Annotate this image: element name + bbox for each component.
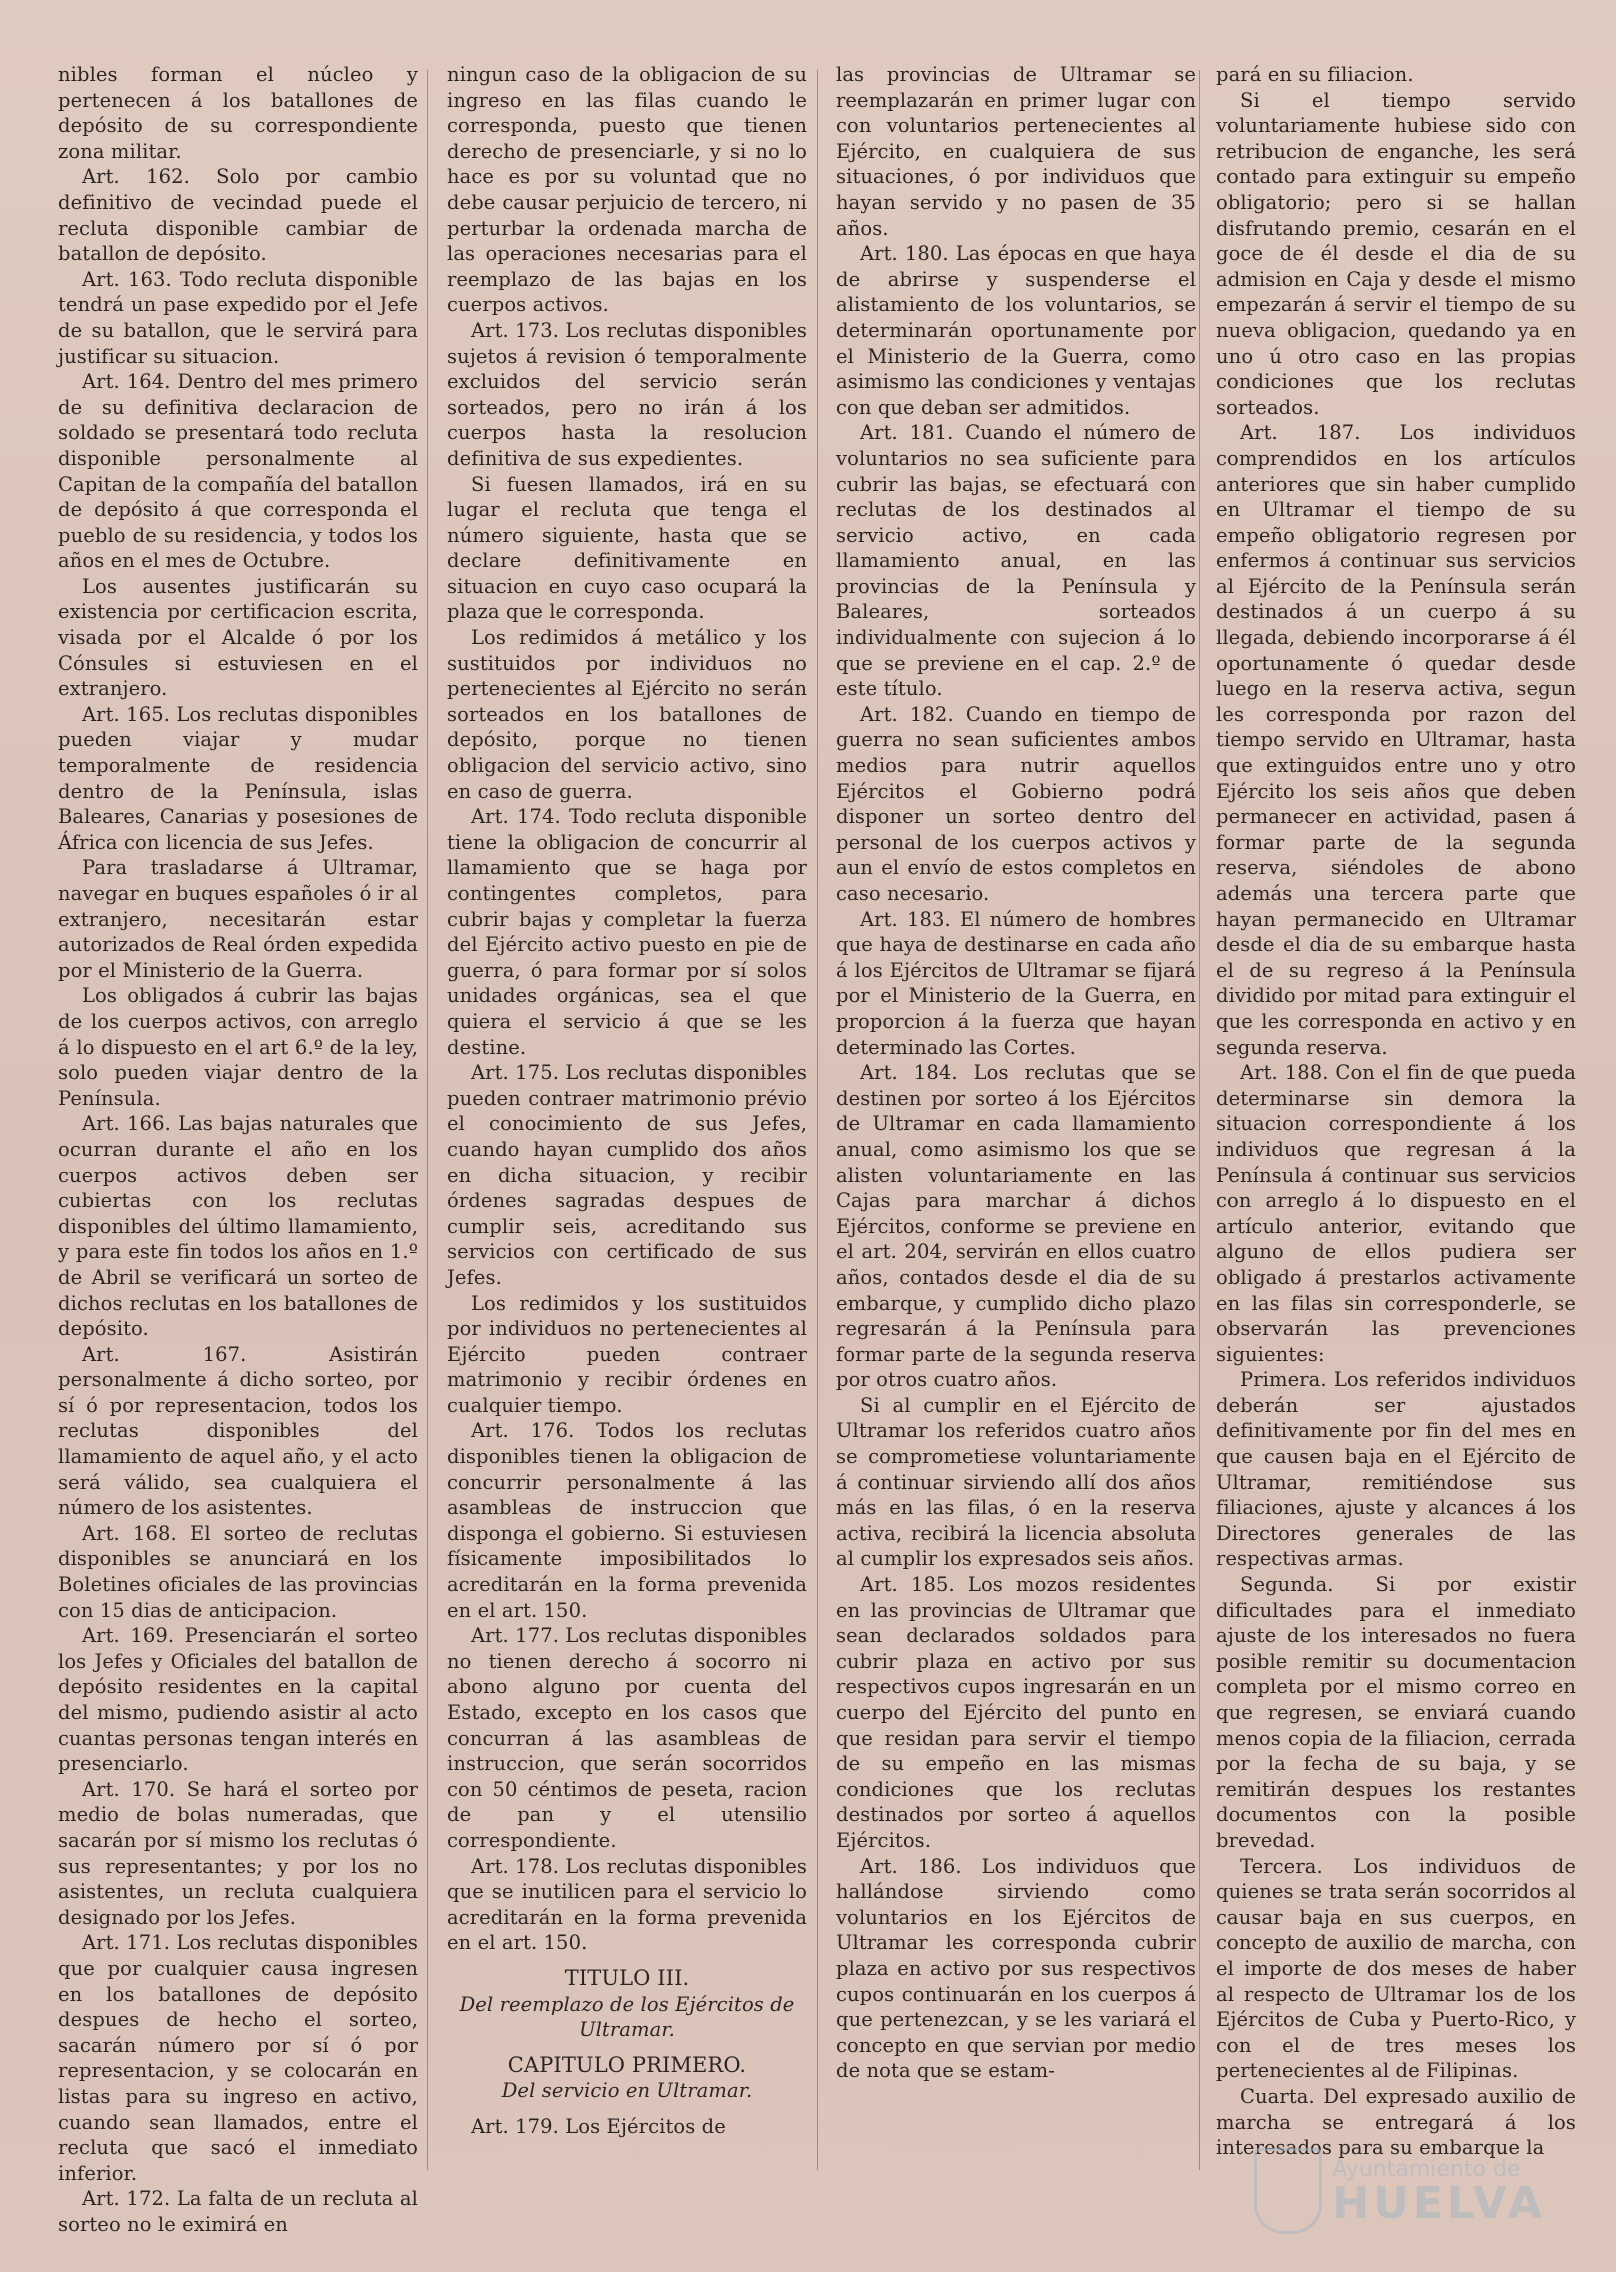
text-column-4 [1216,62,1576,2161]
text-column-2 [447,62,807,2140]
paragraph: Art. 175. Los reclutas disponibles pueden contraer matrimonio prévio el conocimiento de sus Jefes, cuando hayan cumplido dos años en dicha situacion, y recibir órdenes sagradas despues de cumplir seis, acreditando sus servicios con certificado de sus Jefes. [447,1061,807,1289]
paragraph: Art. 183. El número de hombres que haya de destinarse en cada año á los Ejércitos de Ultramar se fijará por el Ministerio de la Guerra, en proporcion á la fuerza que hayan determinado las Cortes. [836,907,1196,1059]
paragraph: Art. 174. Todo recluta disponible tiene la obligacion de concurrir al llamamiento que se haga por contingentes completos, para cubrir bajas y completar la fuerza del Ejército activo puesto en pie de guerra, ó para formar por sí solos unidades orgánicas, sea el que quiera el servicio á que se les destine. [447,805,807,1059]
paragraph: las provincias de Ultramar se reemplazarán en primer lugar con con voluntarios pertenecientes al Ejército, en cualquiera de sus situaciones, ó por individuos que hayan servido y no pasen de 35 años. [836,63,1196,240]
paragraph: Art. 173. Los reclutas disponibles sujetos á revision ó temporalmente excluidos del servicio serán sorteados, pero no irán á los cuerpos hasta la resolucion definitiva de sus expedientes. [447,318,807,470]
paragraph: Art. 181. Cuando el número de voluntarios no sea suficiente para cubrir las bajas, se efectuará con reclutas de los destinados al servicio activo, en cada llamamiento anual, en las provincias de la Península y Baleares, sorteados individualmente con sujecion á lo que se previene en el cap. 2.º de este título. [836,421,1196,701]
paragraph: Segunda. Si por existir dificultades para el inmediato ajuste de los interesados no fuera posible remitir su documentacion completa por el mismo correo en que regresen, se enviará cuando menos copia de la filiacion, cerrada por la fecha de su baja, y se remitirán despues los restantes documentos con la posible brevedad. [1216,1573,1576,1852]
paragraph: Art. 172. La falta de un recluta al sorteo no le eximirá en [58,2187,418,2236]
paragraph: nibles forman el núcleo y pertenecen á los batallones de depósito de su correspondiente zona militar. [58,63,418,163]
paragraph: Art. 163. Todo recluta disponible tendrá un pase expedido por el Jefe de su batallon, que le servirá para justificar su situacion. [58,267,418,368]
paragraph: Art. 177. Los reclutas disponibles no tienen derecho á socorro ni abono alguno por cuenta del Estado, excepto en los casos que concurran á las asambleas de instruccion, que serán socorridos con 50 céntimos de peseta, racion de pan y el utensilio correspondiente. [447,1624,807,1852]
paragraph: Los redimidos á metálico y los sustituidos por individuos no pertenecientes al Ejército no serán sorteados en los batallones de depósito, porque no tienen obligacion del servicio activo, sino en caso de guerra. [447,626,807,803]
paragraph: Art. 179. Los Ejércitos de [471,2114,726,2138]
paragraph: Primera. Los referidos individuos deberán ser ajustados definitivamente por fin del mes en que causen baja en el Ejército de Ultramar, remitiéndose sus filiaciones, ajuste y alcances á los Directores generales de las respectivas armas. [1216,1368,1576,1571]
paragraph: Art. 184. Los reclutas que se destinen por sorteo á los Ejércitos de Ultramar en cada llamamiento anual, como asimismo los que se alisten voluntariamente en las Cajas para marchar á dichos Ejércitos, conforme se previene en el art. 204, servirán en ellos cuatro años, contados desde el dia de su embarque, y cumplido dicho plazo regresarán á la Península para formar parte de la segunda reserva por otros cuatro años. [836,1061,1196,1392]
paragraph: Para trasladarse á Ultramar, navegar en buques españoles ó ir al extranjero, necesitarán estar autorizados de Real órden expedida por el Ministerio de la Guerra. [58,856,418,982]
section-subheading: Del servicio en Ultramar. [501,2079,753,2103]
paragraph: Art. 180. Las épocas en que haya de abrirse y suspenderse el alistamiento de los voluntarios, se determinarán oportunamente por el Ministerio de la Guerra, como asimismo las condiciones y ventajas con que deban ser admitidos. [836,242,1196,419]
paragraph: Art. 185. Los mozos residentes en las provincias de Ultramar que sean declarados soldados para cubrir plaza en activo por sus respectivos cupos ingresarán en un cuerpo del Ejército del punto en que residan para servir el tiempo de su empeño en las mismas condiciones que los reclutas destinados por sorteo á aquellos Ejércitos. [836,1573,1196,1852]
paragraph: Art. 186. Los individuos que hallándose sirviendo como voluntarios en los Ejércitos de Ultramar les corresponda cubrir plaza en activo por sus respectivos cupos continuarán en los cuerpos á que pertenezcan, y se les variará el concepto en que servian por medio de nota que se estam- [836,1854,1196,2083]
text-column-3 [836,62,1196,2084]
paragraph: Art. 182. Cuando en tiempo de guerra no sean suficientes ambos medios para nutrir aquellos Ejércitos el Gobierno podrá disponer un sorteo dentro del personal de los cuerpos activos y aun el envío de estos completos en caso necesario. [836,702,1196,905]
paragraph: Art. 168. El sorteo de reclutas disponibles se anunciará en los Boletines oficiales de las provincias con 15 dias de anticipacion. [58,1521,418,1622]
paragraph: Si fuesen llamados, irá en su lugar el recluta que tenga el número siguiente, hasta que se declare definitivamente en situacion en cuyo caso ocupará la plaza que le corresponda. [447,472,807,624]
paragraph: Los ausentes justificarán su existencia por certificacion escrita, visada por el Alcalde ó por los Cónsules si estuviesen en el extranjero. [58,574,418,701]
paragraph: Art. 162. Solo por cambio definitivo de vecindad puede el recluta disponible cambiar de batallon de depósito. [58,165,418,266]
paragraph: ningun caso de la obligacion de su ingreso en las filas cuando le corresponda, puesto que tienen derecho de presenciarle, y si no lo hace es por su voluntad que no debe causar perjuicio de tercero, ni perturbar la ordenada marcha de las operaciones necesarias para el reemplazo de las bajas en los cuerpos activos. [447,63,807,317]
watermark-line1: Ayuntamiento de [1332,2156,1521,2182]
paragraph: Art. 165. Los reclutas disponibles pueden viajar y mudar temporalmente de residencia dentro de la Península, islas Baleares, Canarias y posesiones de África con licencia de sus Jefes. [58,702,418,854]
paragraph: Art. 166. Las bajas naturales que ocurran durante el año en los cuerpos activos deben ser cubiertas con los reclutas disponibles del último llamamiento, y para este fin todos los años en 1.º de Abril se verificará un sorteo de dichos reclutas en los batallones de depósito. [58,1112,418,1341]
paragraph: Los redimidos y los sustituidos por individuos no pertenecientes al Ejército pueden contraer matrimonio y recibir órdenes en cualquier tiempo. [447,1291,807,1417]
paragraph: Art. 187. Los individuos comprendidos en los artículos anteriores que sin haber cumplido en Ultramar el tiempo de su empeño obligatorio regresen por enfermos á continuar sus servicios al Ejército de la Península serán destinados á un cuerpo á su llegada, debiendo incorporarse á él oportunamente ó quedar desde luego en la reserva activa, segun les corresponda por razon del tiempo servido en Ultramar, hasta que extinguidos entre uno y otro Ejército los seis años que deben permanecer en actividad, pasen á formar parte de la segunda reserva, siéndoles de abono además una tercera parte que hayan permanecido en Ultramar desde el dia de su embarque hasta el de su regreso á la Península dividido por mitad para extinguir el que les corresponda en activo y en segunda reserva. [1216,421,1576,1059]
paragraph: Cuarta. Del expresado auxilio de marcha se entregará á los interesados para su embarque la [1216,2084,1576,2160]
column-divider [427,70,428,2170]
section-heading: CAPITULO PRIMERO. [507,2052,747,2077]
text-column-1 [58,62,418,2237]
paragraph: Art. 170. Se hará el sorteo por medio de bolas numeradas, que sacarán por sí mismo los reclutas ó sus representantes; y por los no asistentes, un recluta cualquiera designado por los Jefes. [58,1777,418,1929]
paragraph: Art. 171. Los reclutas disponibles que por cualquier causa ingresen en los batallones de depósito despues de hecho el sorteo, sacarán número por sí ó por representacion, y se colocarán en listas para su ingreso en activo, cuando sean llamados, entre el recluta que sacó el inmediato inferior. [58,1931,418,2185]
paragraph: Art. 188. Con el fin de que pueda determinarse sin demora la situacion correspondiente á los individuos que regresan á la Península á continuar sus servicios con arreglo á lo dispuesto en el artículo anterior, evitando que alguno de ellos pudiera ser obligado á prestarlos activamente en las filas sin corresponderle, se observarán las prevenciones siguientes: [1216,1061,1576,1366]
paragraph: Los obligados á cubrir las bajas de los cuerpos activos, con arreglo á lo dispuesto en el art 6.º de la ley, solo pueden viajar dentro de la Península. [58,984,418,1110]
column-divider [817,70,818,2170]
watermark [1254,2148,1546,2234]
watermark-line2: HUELVA [1332,2177,1546,2229]
paragraph: Tercera. Los individuos de quienes se trata serán socorridos al causar baja en sus cuerpos, en concepto de auxilio de marcha, con el importe de dos meses de haber al respecto de Ultramar los de los Ejércitos de Cuba y Puerto-Rico, y con el de tres meses los pertenecientes al de Filipinas. [1216,1854,1576,2083]
paragraph: pará en su filiacion. [1216,63,1414,86]
paragraph: Art. 167. Asistirán personalmente á dicho sorteo, por sí ó por representacion, todos los reclutas disponibles del llamamiento de aquel año, y el acto será válido, sea cualquiera el número de los asistentes. [58,1342,418,1520]
paragraph: Si el tiempo servido voluntariamente hubiese sido con retribucion de enganche, les será contado para extinguir su empeño obligatorio; pero si se hallan disfrutando premio, cesarán en el goce de él desde el dia de su admision en Caja y desde el mismo empezarán á servir el tiempo de su nueva obligacion, quedando ya en uno ú otro caso en las propias condiciones que los reclutas sorteados. [1216,88,1576,419]
paragraph: Art. 178. Los reclutas disponibles que se inutilicen para el servicio lo acreditarán en la forma prevenida en el art. 150. [447,1854,807,1955]
paragraph: Si al cumplir en el Ejército de Ultramar los referidos cuatro años se comprometiese voluntariamente á continuar sirviendo allí dos años más en las filas, ó en la reserva activa, recibirá la licencia absoluta al cumplir los expresados seis años. [836,1393,1196,1571]
paragraph: Art. 164. Dentro del mes primero de su definitiva declaracion de soldado se presentará todo recluta disponible personalmente al Capitan de la compañía del batallon de depósito á que corresponda el pueblo de su residencia, y todos los años en el mes de Octubre. [58,370,418,573]
column-divider [1199,70,1200,2170]
shield-icon [1254,2148,1322,2234]
section-heading: TITULO III. [564,1965,690,1990]
paragraph: Art. 169. Presenciarán el sorteo los Jefes y Oficiales del batallon de depósito residentes en la capital del mismo, pudiendo asistir al acto cuantas personas tengan interés en presenciarlo. [58,1624,418,1776]
section-subheading: Del reemplazo de los Ejércitos de Ultramar. [459,1992,795,2042]
paragraph: Art. 176. Todos los reclutas disponibles tienen la obligacion de concurrir personalmente á las asambleas de instruccion que disponga el gobierno. Si estuviesen físicamente imposibilitados lo acreditarán en la forma prevenida en el art. 150. [447,1419,807,1622]
